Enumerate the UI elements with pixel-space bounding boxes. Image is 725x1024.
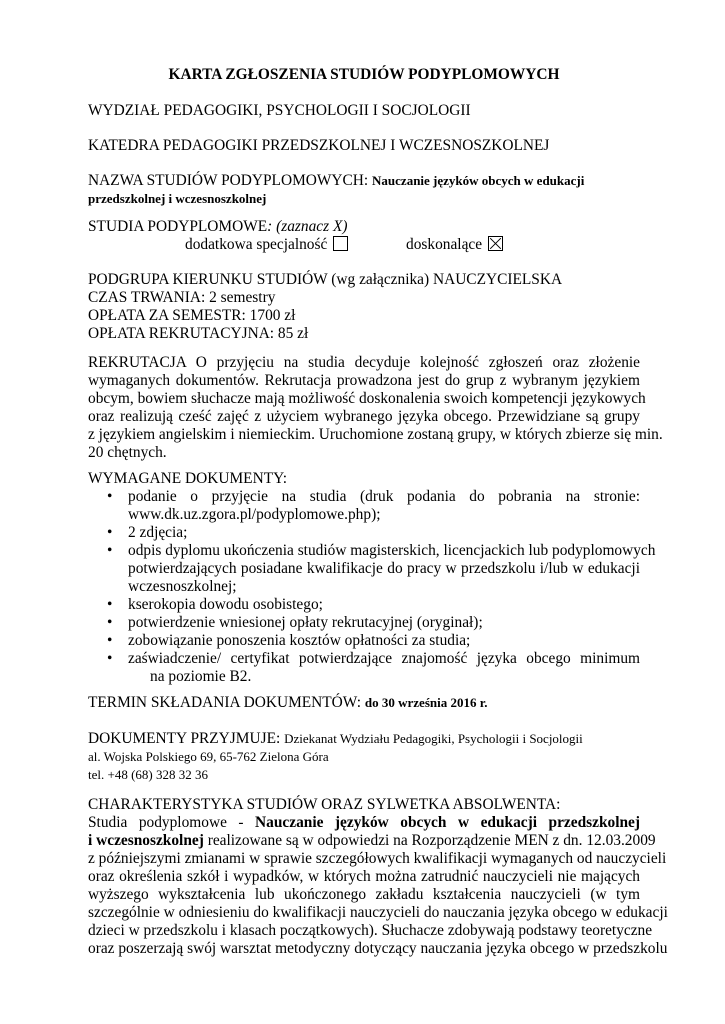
department-line: KATEDRA PEDAGOGIKI PRZEDSZKOLNEJ I WCZESNOSZKOLNEJ xyxy=(88,137,550,154)
documents-heading: WYMAGANE DOKUMENTY: xyxy=(88,470,288,487)
recruitment-line: wymaganych dokumentów. Rekrutacja prowadzona jest do grup z wybranym językiem xyxy=(88,372,640,389)
duration-line: CZAS TRWANIA: 2 semestry xyxy=(88,289,276,306)
list-item-text: odpis dyplomu ukończenia studiów magisterskich, licencjackich lub podyplomowych xyxy=(128,542,656,559)
bullet-icon: • xyxy=(107,632,113,649)
list-item-text: 2 zdjęcia; xyxy=(128,524,188,541)
characteristics-line: z późniejszymi zmianami w sprawie szczegółowych kwalifikacji wymaganych od nauczycieli xyxy=(88,850,667,867)
list-item xyxy=(88,596,640,614)
subgroup-line: PODGRUPA KIERUNKU STUDIÓW (wg załącznika) NAUCZYCIELSKA xyxy=(88,271,563,288)
characteristics-program-name-cont: i wczesnoszkolnej xyxy=(88,832,204,849)
bullet-icon: • xyxy=(107,650,113,667)
list-item xyxy=(88,632,640,650)
accepts-label: DOKUMENTY PRZYJMUJE: xyxy=(88,730,281,747)
characteristics-text: realizowane są w odpowiedzi na Rozporządzenie MEN z dn. 12.03.2009 xyxy=(203,832,656,849)
option-improvement-checkbox-checked[interactable] xyxy=(488,236,503,251)
studies-name-value: Nauczanie języków obcych w edukacji xyxy=(372,173,585,188)
characteristics-text: Studia podyplomowe - xyxy=(88,814,256,831)
option-additional-label: dodatkowa specjalność xyxy=(185,236,328,253)
recruitment-line: 20 chętnych. xyxy=(88,444,167,461)
studies-type-line xyxy=(88,218,348,236)
bullet-icon: • xyxy=(107,596,113,613)
bullet-icon: • xyxy=(107,542,113,559)
studies-type-hint: : (zaznacz X) xyxy=(267,218,348,235)
accepts-address: al. Wojska Polskiego 69, 65-762 Zielona Góra xyxy=(88,749,329,764)
bullet-icon: • xyxy=(107,524,113,541)
deadline-line xyxy=(88,694,488,712)
fee-recruitment-line: OPŁATA REKRUTACYJNA: 85 zł xyxy=(88,325,309,342)
option-improvement[interactable] xyxy=(406,236,503,254)
list-item-text: podanie o przyjęcie na studia (druk podania do pobrania na stronie: xyxy=(128,488,640,505)
document-title: KARTA ZGŁOSZENIA STUDIÓW PODYPLOMOWYCH xyxy=(168,66,560,83)
list-item-text: www.dk.uz.zgora.pl/podyplomowe.php); xyxy=(128,506,381,523)
list-item-text: wczesnoszkolnej; xyxy=(128,578,237,595)
recruitment-line: oraz realizują cześć zajęć z użyciem wybranego języka obcego. Przewidziane są grupy xyxy=(88,408,640,425)
studies-name-line xyxy=(88,172,584,190)
list-item-text: potwierdzających posiadane kwalifikacje do pracy w przedszkolu i/lub w edukacji xyxy=(128,560,640,577)
recruitment-line: REKRUTACJA O przyjęciu na studia decyduje kolejność zgłoszeń oraz złożenie xyxy=(88,354,640,371)
option-additional[interactable] xyxy=(185,236,348,254)
list-item xyxy=(88,650,640,686)
deadline-value: do 30 września 2016 r. xyxy=(364,695,488,710)
characteristics-line: szczególnie w odniesieniu do kwalifikacji nauczycieli do nauczania języka obcego w edukacji xyxy=(88,904,668,921)
studies-name-label: NAZWA STUDIÓW PODYPLOMOWYCH: xyxy=(88,172,369,189)
list-item xyxy=(88,488,640,524)
characteristics-line xyxy=(88,832,656,850)
recruitment-line: z językiem angielskim i niemieckim. Uruchomione zostaną grupy, w których zbierze się min. xyxy=(88,426,663,443)
list-item xyxy=(88,524,640,542)
fee-semester-line: OPŁATA ZA SEMESTR: 1700 zł xyxy=(88,307,296,324)
characteristics-line: dzieci w przedszkolu i klasach początkowych). Słuchacze zdobywają podstawy teoretyczne xyxy=(88,922,653,939)
characteristics-line xyxy=(88,814,640,832)
list-item-text: kserokopia dowodu osobistego; xyxy=(128,596,323,613)
option-additional-checkbox[interactable] xyxy=(333,236,348,251)
recruitment-line: obcym, bowiem słuchacze mają możliwość doskonalenia swoich kompetencji językowych xyxy=(88,390,646,407)
accepts-line xyxy=(88,730,583,748)
accepts-phone: tel. +48 (68) 328 32 36 xyxy=(88,767,208,782)
bullet-icon: • xyxy=(107,488,113,505)
list-item-text: zaświadczenie/ certyfikat potwierdzające znajomość języka obcego minimum xyxy=(128,650,640,667)
list-item-text: na poziomie B2. xyxy=(150,668,252,685)
faculty-line: WYDZIAŁ PEDAGOGIKI, PSYCHOLOGII I SOCJOLOGII xyxy=(88,102,471,119)
studies-type-label: STUDIA PODYPLOMOWE xyxy=(88,218,268,235)
characteristics-heading: CHARAKTERYSTYKA STUDIÓW ORAZ SYLWETKA ABSOLWENTA: xyxy=(88,796,561,813)
list-item-text: potwierdzenie wniesionej opłaty rekrutacyjnej (oryginał); xyxy=(128,614,483,631)
option-improvement-label: doskonalące xyxy=(406,236,483,253)
documents-list xyxy=(88,488,656,686)
studies-name-value-cont: przedszkolnej i wczesnoszkolnej xyxy=(88,191,267,206)
list-item xyxy=(88,614,640,632)
characteristics-line: oraz określenia szkół i wypadków, w których można zatrudnić nauczycieli nie mających xyxy=(88,868,640,885)
bullet-icon: • xyxy=(107,614,113,631)
characteristics-line: wyższego wykształcenia lub ukończonego zakładu kształcenia nauczycieli (w tym xyxy=(88,886,640,903)
characteristics-line: oraz poszerzają swój warsztat metodyczny dotyczący nauczania języka obcego w przedszkolu xyxy=(88,940,668,957)
accepts-office: Dziekanat Wydziału Pedagogiki, Psychologii i Socjologii xyxy=(284,731,583,746)
characteristics-program-name: Nauczanie języków obcych w edukacji przedszkolnej xyxy=(255,814,640,831)
list-item xyxy=(88,542,656,596)
deadline-label: TERMIN SKŁADANIA DOKUMENTÓW: xyxy=(88,694,362,711)
list-item-text: zobowiązanie ponoszenia kosztów opłatności za studia; xyxy=(128,632,471,649)
